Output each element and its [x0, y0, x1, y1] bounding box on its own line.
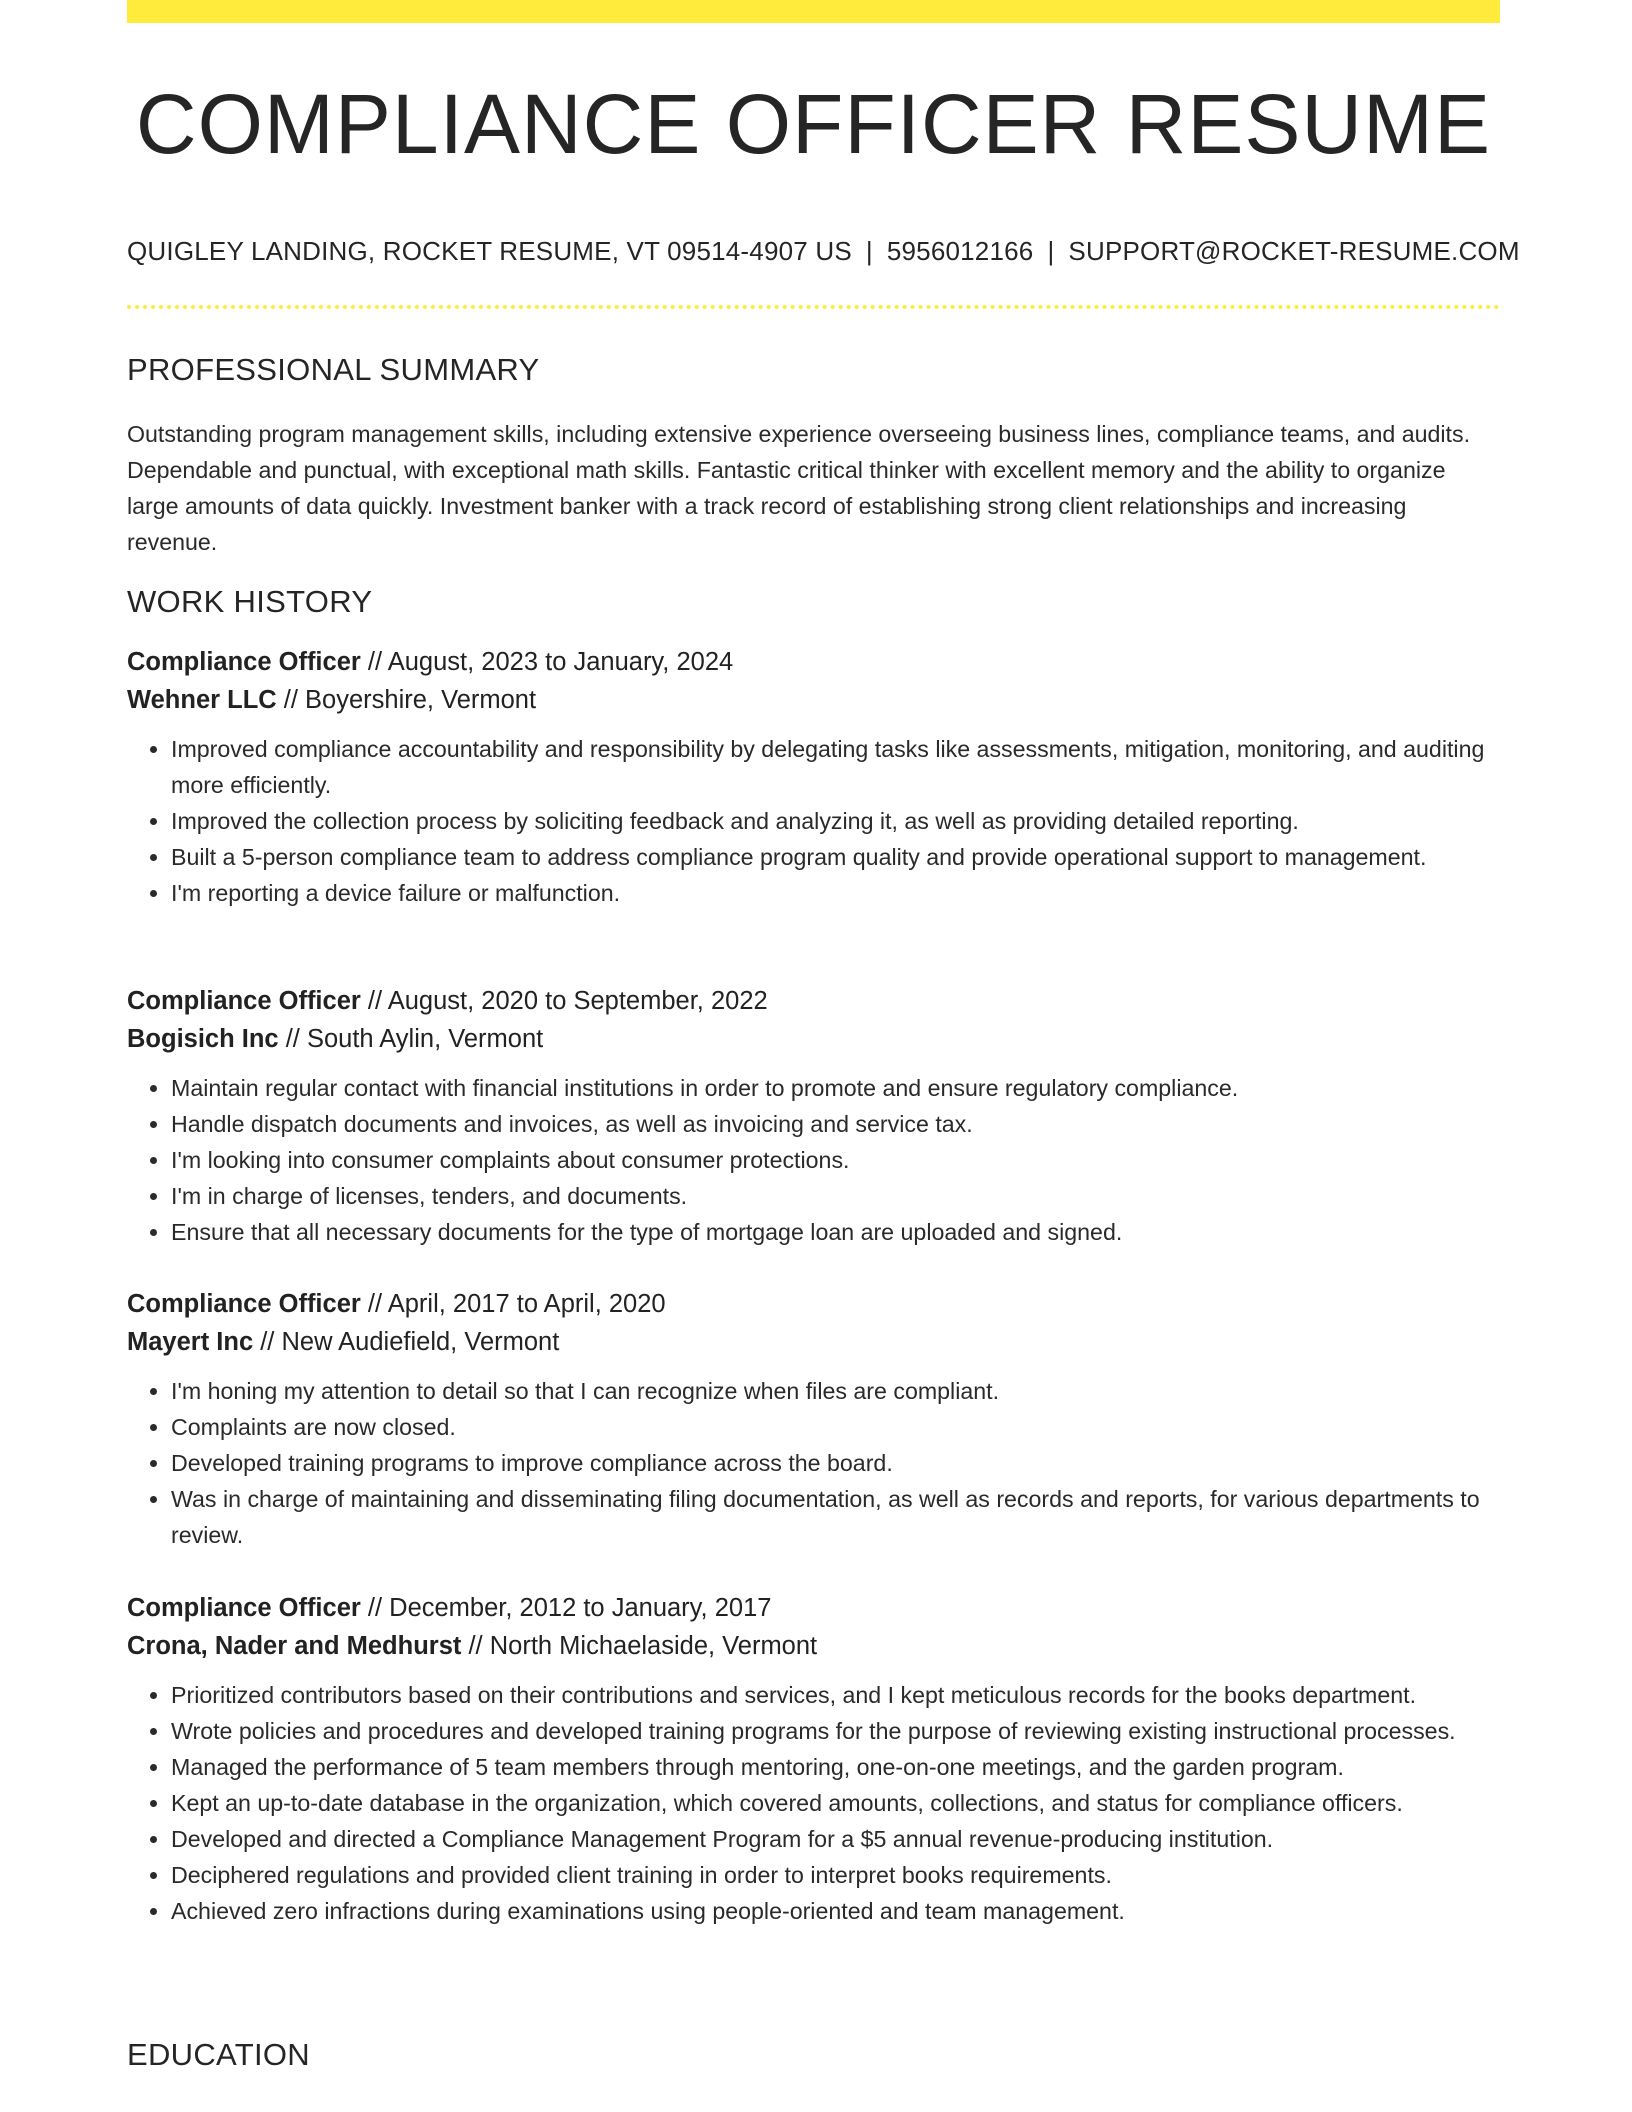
- job-bullet: • Deciphered regulations and provided client training in order to interpret books requirements.: [171, 1857, 1500, 1893]
- accent-top-bar: [127, 0, 1500, 23]
- section-heading-education: EDUCATION: [127, 2037, 310, 2072]
- job-bullet: • Wrote policies and procedures and developed training programs for the purpose of reviewing existing instructional processes.: [171, 1713, 1500, 1749]
- job-dates: // August, 2023 to January, 2024: [360, 648, 734, 676]
- job-bullets: [127, 1373, 1500, 1553]
- job-bullet: • Built a 5-person compliance team to address compliance program quality and provide operational support to management.: [171, 839, 1500, 875]
- job-bullet: • Improved the collection process by soliciting feedback and analyzing it, as well as providing detailed reporting.: [171, 803, 1500, 839]
- job-bullet: • I'm reporting a device failure or malfunction.: [171, 875, 1500, 911]
- job-bullet: • Kept an up-to-date database in the organization, which covered amounts, collections, and status for compliance officers.: [171, 1785, 1500, 1821]
- job-title-line: [127, 1589, 1500, 1627]
- job-bullet: • Was in charge of maintaining and disseminating filing documentation, as well as records and reports, for various departments to review.: [171, 1481, 1500, 1553]
- job-company: Crona, Nader and Medhurst: [127, 1632, 462, 1660]
- summary-text: Outstanding program management skills, including extensive experience overseeing business lines, compliance teams, and audits. Dependable and punctual, with exceptional math skills. Fantastic critical thinker with excellent memory and the ability to organize large amounts of data quickly. Investment banker with a track record of establishing strong client relationships and increasing revenue.: [127, 421, 1471, 555]
- job-company: Wehner LLC: [127, 686, 277, 714]
- job-location: // New Audiefield, Vermont: [253, 1328, 560, 1356]
- job-title: Compliance Officer: [127, 987, 361, 1015]
- contact-separator: |: [865, 236, 873, 266]
- job-entry: [127, 982, 1500, 1250]
- job-bullet: • Prioritized contributors based on their contributions and services, and I kept meticulous records for the books department.: [171, 1677, 1500, 1713]
- job-title: Compliance Officer: [127, 1594, 361, 1622]
- job-bullet: • Complaints are now closed.: [171, 1409, 1500, 1445]
- job-bullets: [127, 1070, 1500, 1250]
- contact-phone: 5956012166: [886, 236, 1034, 266]
- contact-address: QUIGLEY LANDING, ROCKET RESUME, VT 09514-4907 US: [127, 236, 852, 266]
- job-dates: // August, 2020 to September, 2022: [360, 987, 768, 1015]
- job-bullet: • Improved compliance accountability and responsibility by delegating tasks like assessments, mitigation, monitoring, and auditing more efficiently.: [171, 731, 1500, 803]
- job-bullet: • Ensure that all necessary documents for the type of mortgage loan are uploaded and signed.: [171, 1214, 1500, 1250]
- job-title-line: [127, 982, 1500, 1020]
- job-title-line: [127, 1285, 1500, 1323]
- job-title: Compliance Officer: [127, 648, 361, 676]
- section-heading-summary: PROFESSIONAL SUMMARY: [127, 352, 540, 387]
- job-dates: // April, 2017 to April, 2020: [360, 1290, 666, 1318]
- job-bullets: [127, 1677, 1500, 1929]
- resume-title: COMPLIANCE OFFICER RESUME: [135, 77, 1492, 171]
- job-bullet: • Maintain regular contact with financial institutions in order to promote and ensure regulatory compliance.: [171, 1070, 1500, 1106]
- job-bullet: • Achieved zero infractions during examinations using people-oriented and team management.: [171, 1893, 1500, 1929]
- contact-email: SUPPORT@ROCKET-RESUME.COM: [1068, 236, 1520, 266]
- job-bullet: • Developed training programs to improve compliance across the board.: [171, 1445, 1500, 1481]
- section-heading-work-history: WORK HISTORY: [127, 584, 373, 619]
- job-location: // Boyershire, Vermont: [276, 686, 537, 714]
- job-company: Mayert Inc: [127, 1328, 254, 1356]
- job-location: // South Aylin, Vermont: [278, 1025, 544, 1053]
- job-title-line: [127, 643, 1500, 681]
- job-bullet: • I'm looking into consumer complaints about consumer protections.: [171, 1142, 1500, 1178]
- job-company-line: [127, 1323, 1500, 1361]
- job-bullets: [127, 731, 1500, 911]
- job-company: Bogisich Inc: [127, 1025, 279, 1053]
- job-bullet: • Developed and directed a Compliance Management Program for a $5 annual revenue-producing institution.: [171, 1821, 1500, 1857]
- job-company-line: [127, 681, 1500, 719]
- contact-separator: |: [1047, 236, 1055, 266]
- job-bullet: • I'm honing my attention to detail so that I can recognize when files are compliant.: [171, 1373, 1500, 1409]
- job-bullet: • Handle dispatch documents and invoices, as well as invoicing and service tax.: [171, 1106, 1500, 1142]
- job-entry: [127, 1285, 1500, 1553]
- job-title: Compliance Officer: [127, 1290, 361, 1318]
- job-company-line: [127, 1020, 1500, 1058]
- job-entry: [127, 1589, 1500, 1929]
- job-dates: // December, 2012 to January, 2017: [360, 1594, 772, 1622]
- job-company-line: [127, 1627, 1500, 1665]
- dotted-divider: [127, 305, 1500, 309]
- job-bullet: • I'm in charge of licenses, tenders, and documents.: [171, 1178, 1500, 1214]
- job-bullet: • Managed the performance of 5 team members through mentoring, one-on-one meetings, and the garden program.: [171, 1749, 1500, 1785]
- contact-line: [127, 236, 1520, 267]
- job-location: // North Michaelaside, Vermont: [461, 1632, 818, 1660]
- job-entry: [127, 643, 1500, 911]
